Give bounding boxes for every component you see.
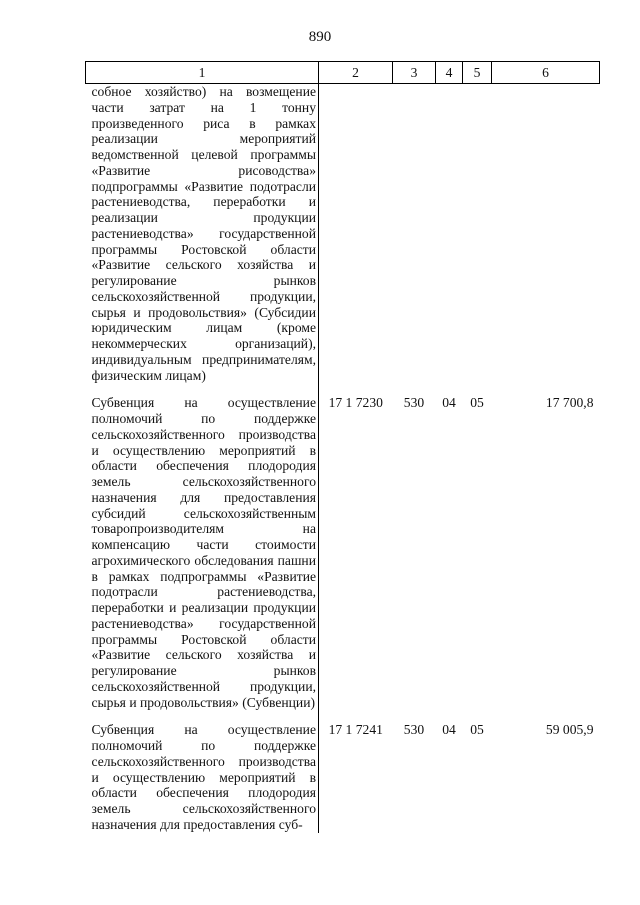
row-section: 04	[442, 722, 456, 738]
budget-table	[85, 61, 600, 833]
table-row	[86, 719, 600, 832]
header-col-1: 1	[86, 62, 319, 84]
row-description: Субвенция на осуществление полномочий по поддержке сельскохозяйственного производства и осуществлению мероприятий в области обеспечения плодородия земель сельскохозяйственного назначения для предоставления суб-	[86, 719, 319, 832]
table-row	[86, 84, 600, 393]
page-number: 890	[308, 29, 332, 45]
row-amount: 17 700,8	[545, 395, 594, 411]
header-col-2: 2	[319, 62, 393, 84]
row-amount: 59 005,9	[545, 722, 594, 738]
row-subsection	[463, 84, 492, 393]
row-subsection: 05	[470, 722, 484, 738]
row-subsection: 05	[470, 395, 484, 411]
row-code: 17 1 7241	[328, 722, 383, 738]
header-col-3: 3	[393, 62, 436, 84]
row-expense-type	[393, 84, 436, 393]
row-code: 17 1 7230	[328, 395, 383, 411]
row-expense-type: 530	[403, 722, 425, 738]
table-row	[86, 392, 600, 719]
row-description: собное хозяйство) на возмещение части затрат на 1 тонну произведенного риса в рамках реализации мероприятий ведомственной целевой программы «Развитие рисоводства» подпрограммы «Развитие подотрасли растениеводства, переработки и реализации продукции растениеводства» государственной программы Ростовской области «Развитие сельского хозяйства и регулирование рынков сельскохозяйственной продукции, сырья и продовольствия» (Субсидии юридическим лицам (кроме некоммерческих организаций), индивидуальным предпринимателям, физическим лицам)	[86, 84, 319, 393]
header-col-4: 4	[436, 62, 463, 84]
row-description: Субвенция на осуществление полномочий по поддержке сельскохозяйственного производства и осуществлению мероприятий в области обеспечения плодородия земель сельскохозяйственного назначения для предоставления субсидий сельскохозяйственным товаропроизводителям на компенсацию части стоимости агрохимического обследования пашни в рамках подпрограммы «Развитие подотрасли растениеводства, переработки и реализации продукции растениеводства» государственной программы Ростовской области «Развитие сельского хозяйства и регулирование рынков сельскохозяйственной продукции, сырья и продовольствия» (Субвенции)	[86, 392, 319, 719]
row-code	[319, 84, 393, 393]
header-col-6: 6	[492, 62, 600, 84]
header-col-5: 5	[463, 62, 492, 84]
table-header-row	[86, 62, 600, 84]
row-expense-type: 530	[403, 395, 425, 411]
row-section	[436, 84, 463, 393]
row-amount	[492, 84, 600, 393]
row-section: 04	[442, 395, 456, 411]
